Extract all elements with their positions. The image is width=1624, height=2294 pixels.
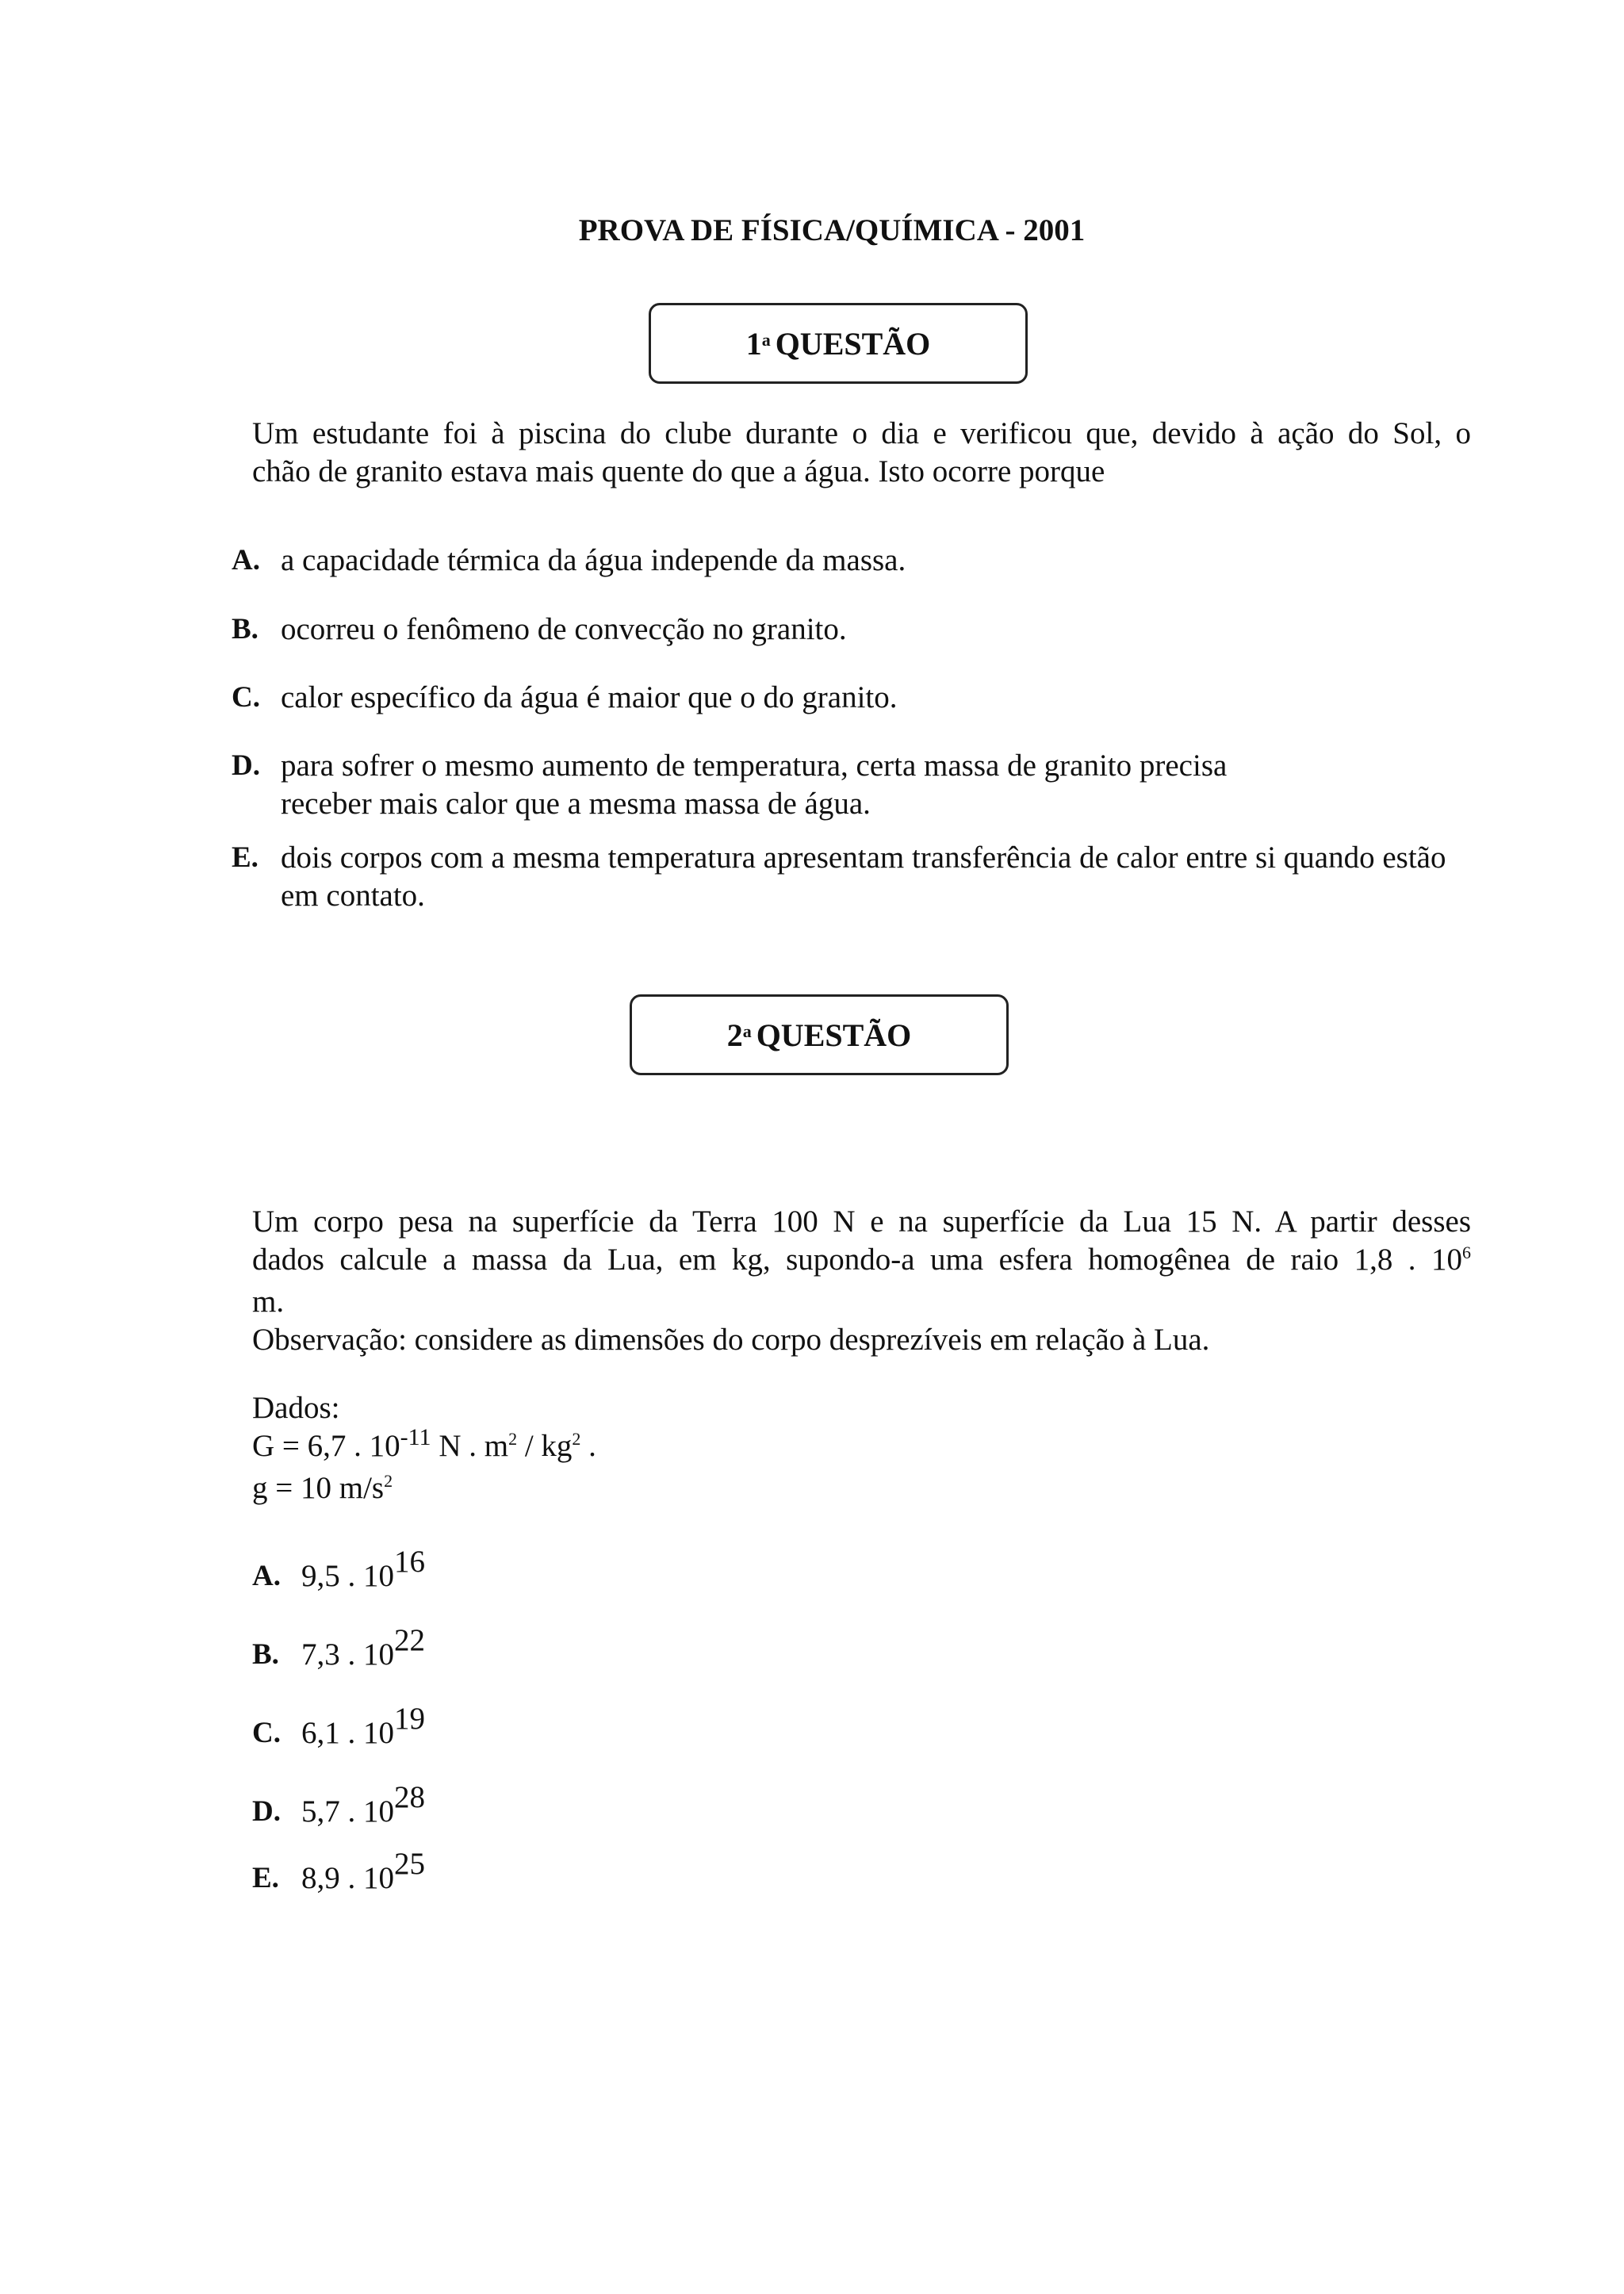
exponent: 22 xyxy=(394,1623,425,1657)
value-base: 5,7 . 10 xyxy=(301,1794,394,1829)
gravity-acceleration xyxy=(252,1469,1045,1511)
option-value xyxy=(301,1780,425,1831)
g-const-unit: N . m xyxy=(431,1429,509,1463)
given-data xyxy=(252,1389,1045,1511)
question-1-stem xyxy=(252,415,1471,491)
value-base: 6,1 . 10 xyxy=(301,1716,394,1750)
option-value xyxy=(301,1847,425,1898)
g-const-base: G = 6,7 . 10 xyxy=(252,1429,400,1463)
page-title: PROVA DE FÍSICA/QUÍMICA - 2001 xyxy=(578,213,1086,247)
stem-line: Um corpo pesa na superfície da Terra 100 N e na superfície da Lua 15 N. A partir desses xyxy=(252,1204,1471,1239)
value-base: 8,9 . 10 xyxy=(301,1861,394,1895)
stem-line: m. xyxy=(252,1285,285,1319)
option-letter: D. xyxy=(232,749,260,782)
question-number: 2 xyxy=(726,1017,743,1053)
option-letter: E. xyxy=(252,1862,279,1894)
option-text: a capacidade térmica da água independe da massa. xyxy=(281,543,906,577)
exponent: -11 xyxy=(400,1424,431,1450)
value-base: 7,3 . 10 xyxy=(301,1637,394,1672)
exponent: 25 xyxy=(394,1847,425,1881)
stem-line: chão de granito estava mais quente do que a água. Isto ocorre porque xyxy=(252,454,1105,488)
option-text: ocorreu o fenômeno de convecção no granito. xyxy=(281,612,847,646)
exponent: 28 xyxy=(394,1780,425,1814)
question-2-stem xyxy=(252,1203,1471,1359)
option-letter: B. xyxy=(232,613,259,645)
option-letter: C. xyxy=(252,1717,281,1749)
option-text: dois corpos com a mesma temperatura apresentam transferência de calor entre si quando estão xyxy=(281,841,1446,875)
stem-line xyxy=(252,1241,1471,1283)
exponent: 2 xyxy=(572,1429,581,1449)
g-const-end: . xyxy=(580,1429,596,1463)
ordinal-indicator: a xyxy=(742,1021,752,1041)
option-text: calor específico da água é maior que o do granito. xyxy=(281,680,898,714)
option-letter: C. xyxy=(232,681,260,714)
g-const-unit: / kg xyxy=(517,1429,573,1463)
option-letter: A. xyxy=(252,1560,281,1592)
option-letter: D. xyxy=(252,1795,281,1828)
g-base: g = 10 m/s xyxy=(252,1471,385,1505)
stem-line: Um estudante foi à piscina do clube durante o dia e verificou que, devido à ação do Sol, o xyxy=(252,416,1471,450)
question-word: QUESTÃO xyxy=(756,1017,912,1053)
ordinal-indicator: a xyxy=(761,330,771,350)
exponent: 2 xyxy=(384,1471,393,1491)
option-text-continued: em contato. xyxy=(281,879,425,913)
option-value xyxy=(301,1623,425,1674)
question-number: 1 xyxy=(745,325,762,362)
observation: Observação: considere as dimensões do corpo desprezíveis em relação à Lua. xyxy=(252,1323,1210,1357)
data-label: Dados: xyxy=(252,1391,340,1425)
exponent: 2 xyxy=(508,1429,518,1449)
question-word: QUESTÃO xyxy=(775,325,931,362)
option-text: para sofrer o mesmo aumento de temperatura, certa massa de granito precisa xyxy=(281,749,1228,783)
exponent: 16 xyxy=(394,1545,425,1579)
stem-text: dados calcule a massa da Lua, em kg, supondo-a uma esfera homogênea de raio 1,8 . 10 xyxy=(252,1243,1462,1277)
option-text-continued: receber mais calor que a mesma massa de água. xyxy=(281,787,871,821)
option-letter: B. xyxy=(252,1638,279,1671)
gravitational-constant xyxy=(252,1424,1045,1469)
exponent: 6 xyxy=(1462,1243,1471,1262)
exponent: 19 xyxy=(394,1702,425,1736)
question-1-label xyxy=(649,303,1028,384)
question-2-label xyxy=(630,994,1009,1075)
value-base: 9,5 . 10 xyxy=(301,1559,394,1593)
option-letter: E. xyxy=(232,841,259,874)
option-value xyxy=(301,1545,425,1595)
option-value xyxy=(301,1702,425,1752)
option-letter: A. xyxy=(232,544,260,576)
